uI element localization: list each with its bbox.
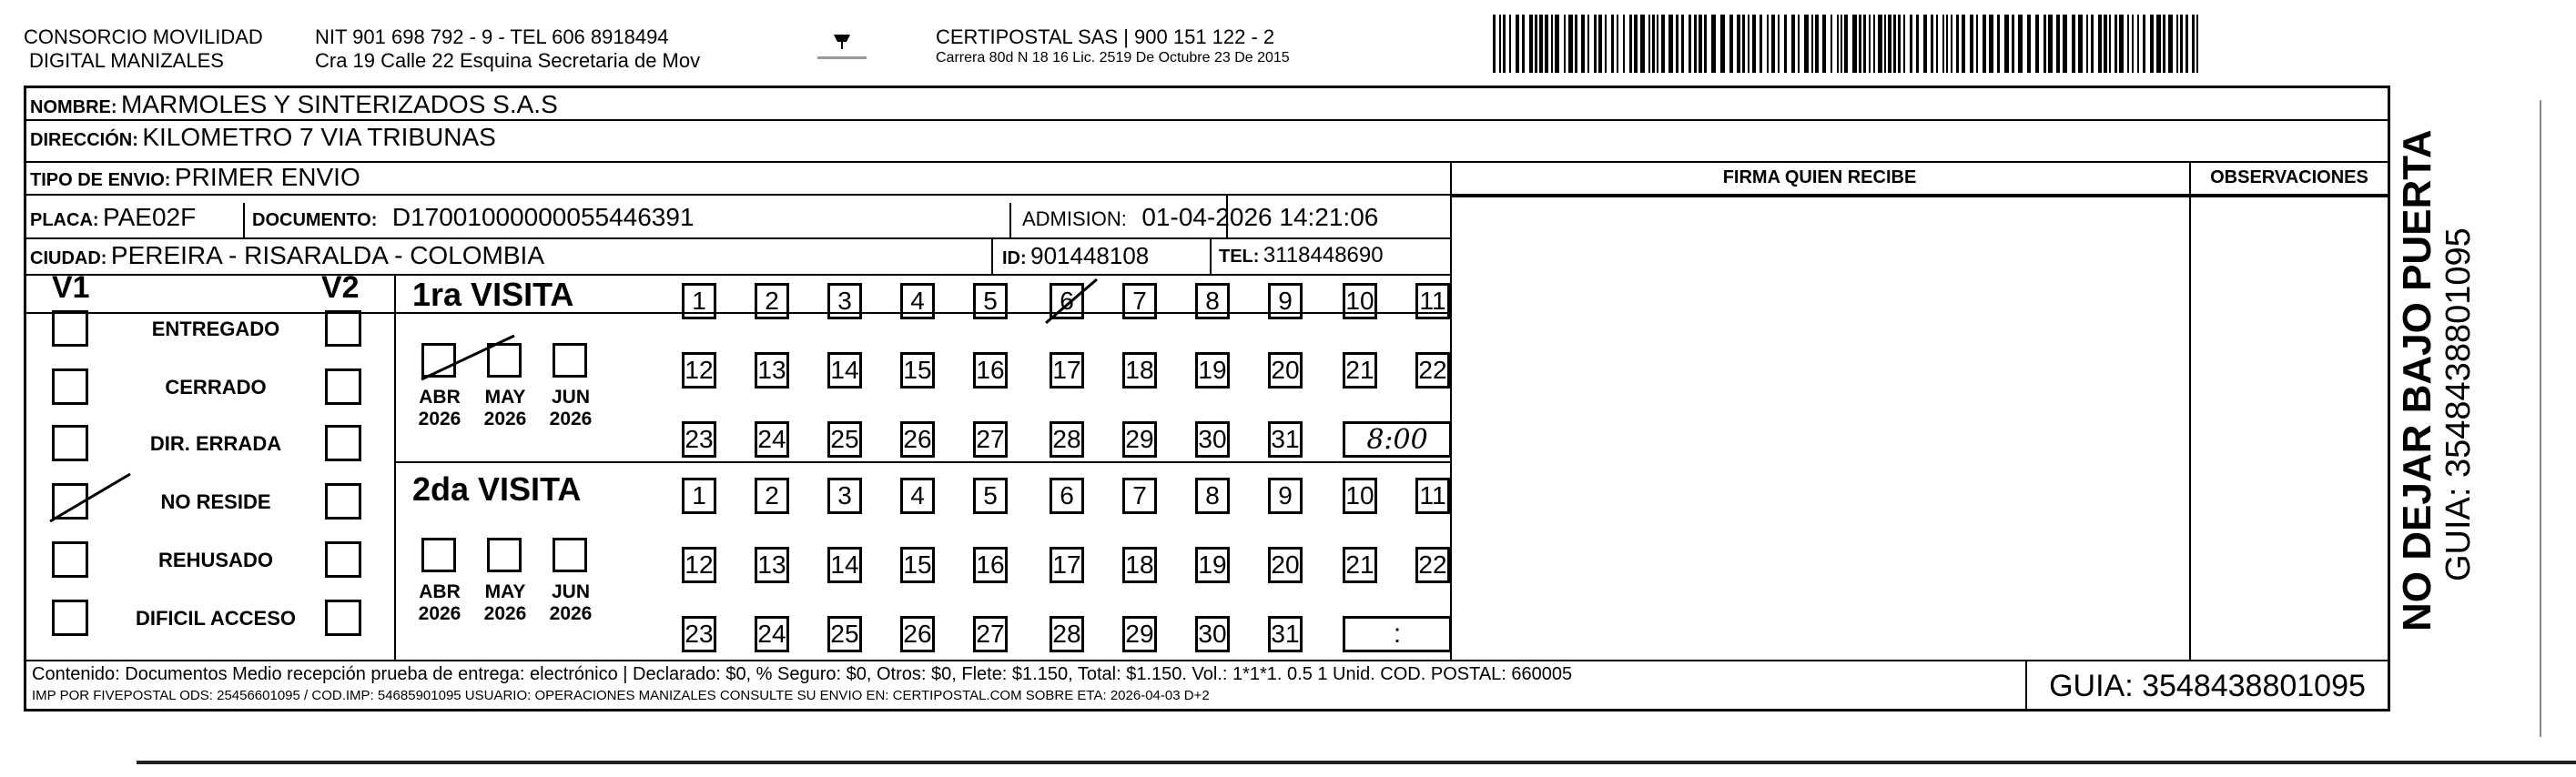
barcode-bar: [1936, 15, 1938, 73]
day-box: 11: [1415, 283, 1450, 319]
status-label-no-reside: NO RESIDE: [160, 490, 271, 513]
direccion-row: [30, 121, 496, 158]
barcode-bar: [1923, 15, 1927, 73]
barcode-bar: [2109, 15, 2111, 73]
v1-header: V1: [52, 270, 90, 305]
day-box: 15: [900, 352, 935, 388]
barcode-bar: [1989, 15, 1993, 73]
day-box: 11: [1415, 478, 1450, 514]
month-name: JUN: [551, 387, 590, 408]
barcode-bar: [1742, 15, 1745, 73]
day-box: 30: [1195, 421, 1230, 458]
nombre-label: NOMBRE:: [30, 97, 117, 117]
day-box: 26: [900, 421, 935, 458]
day-box: 30: [1195, 616, 1230, 652]
day-box: 28: [1050, 616, 1084, 652]
firma-header: FIRMA QUIEN RECIBE: [1722, 167, 1917, 187]
barcode-bar: [2035, 15, 2039, 73]
month-box-may: [487, 343, 522, 378]
day-box: 24: [755, 616, 789, 652]
day-box: 10: [1343, 478, 1377, 514]
day-box: 26: [900, 616, 935, 652]
barcode-bar: [1784, 15, 1787, 73]
barcode-bar: [1844, 15, 1848, 73]
day-box: 1: [682, 283, 716, 319]
barcode-bar: [1976, 15, 1978, 73]
postal-license: Carrera 80d N 18 16 Lic. 2519 De Octubre 23 De 2015: [936, 50, 1290, 66]
id-field: [1002, 239, 1149, 277]
barcode-bar: [2104, 15, 2107, 73]
barcode-bar: [1898, 15, 1901, 73]
barcode-bar: [1598, 15, 1602, 73]
barcode-bar: [2137, 15, 2139, 73]
barcode-bar: [1804, 15, 1809, 73]
day-box: 21: [1343, 352, 1377, 388]
placa-value: PAE02F: [103, 203, 197, 231]
barcode-bar: [1884, 15, 1886, 73]
address-line: Cra 19 Calle 22 Esquina Secretaria de Mov: [315, 49, 701, 72]
id-label: ID:: [1002, 248, 1027, 268]
status-v1-checkbox-no-reside: [52, 483, 88, 520]
day-box: 16: [973, 547, 1008, 583]
barcode-bar: [2163, 15, 2165, 73]
postal-name: CERTIPOSTAL SAS | 900 151 122 - 2: [936, 25, 1275, 48]
barcode-bar: [1661, 15, 1665, 73]
barcode-bar: [1798, 15, 1800, 73]
barcode-bar: [1594, 15, 1597, 73]
day-box: 14: [827, 352, 862, 388]
barcode-bar: [1676, 15, 1678, 73]
barcode-bar: [1815, 15, 1819, 73]
barcode-bar: [1878, 15, 1882, 73]
barcode-bar: [1611, 15, 1614, 73]
day-box: 3: [827, 283, 862, 319]
day-box: 3: [827, 478, 862, 514]
guia-footer: GUIA: 3548438801095: [2049, 668, 2366, 703]
day-box: 9: [1268, 283, 1303, 319]
barcode-bar: [1737, 15, 1740, 73]
day-box: 20: [1268, 352, 1303, 388]
barcode-bar: [2143, 15, 2145, 73]
barcode-bar: [2063, 15, 2067, 73]
edge-line: [2540, 100, 2549, 737]
day-box: 2: [755, 283, 789, 319]
barcode-bar: [1581, 15, 1585, 73]
day-box: 23: [682, 616, 716, 652]
barcode-bar: [2156, 15, 2161, 73]
status-v1-checkbox-rehusado: [52, 541, 88, 578]
barcode-bar: [2127, 15, 2129, 73]
company-line-1: CONSORCIO MOVILIDAD: [24, 25, 263, 48]
certipostal-logo: [812, 27, 872, 67]
barcode-bar: [2078, 15, 2083, 73]
day-box: 24: [755, 421, 789, 458]
barcode-bar: [2180, 15, 2183, 73]
tel-value: 3118448690: [1263, 243, 1384, 267]
month-name: ABR: [419, 387, 461, 408]
month-box-abr: [421, 343, 456, 378]
barcode-bar: [2018, 15, 2023, 73]
day-box: 15: [900, 547, 935, 583]
barcode: [1489, 11, 2208, 73]
day-box: 5: [973, 478, 1008, 514]
month-label-abr: [412, 387, 467, 430]
day-box: 29: [1122, 421, 1157, 458]
documento-value: D17001000000055446391: [391, 203, 695, 231]
nit-line: NIT 901 698 792 - 9 - TEL 606 8918494: [315, 25, 669, 48]
visit-2-title: 2da VISITA: [412, 470, 582, 508]
day-box: 8: [1195, 478, 1230, 514]
barcode-bar: [1699, 15, 1702, 73]
barcode-bar: [1634, 15, 1638, 73]
day-box: 4: [900, 283, 935, 319]
ciudad-field: [30, 239, 544, 277]
barcode-bar: [1983, 15, 1986, 73]
barcode-bar: [1648, 15, 1650, 73]
placa-label: PLACA:: [30, 210, 99, 230]
barcode-bar: [1791, 15, 1795, 73]
barcode-bar: [1729, 15, 1733, 73]
day-box: 22: [1415, 547, 1450, 583]
day-box: 13: [755, 352, 789, 388]
day-box: 2: [755, 478, 789, 514]
month-box-may: [487, 538, 522, 572]
tipo-label: TIPO DE ENVIO:: [30, 170, 171, 190]
barcode-bar: [1852, 15, 1857, 73]
status-label-rehusado: REHUSADO: [158, 549, 273, 571]
barcode-bar: [2115, 15, 2117, 73]
month-label-jun: [543, 581, 598, 625]
day-box: 7: [1122, 283, 1157, 319]
barcode-bar: [1822, 15, 1826, 73]
day-box: 18: [1122, 352, 1157, 388]
barcode-bar: [1587, 15, 1589, 73]
barcode-bar: [1668, 15, 1673, 73]
day-box: 7: [1122, 478, 1157, 514]
day-box: 29: [1122, 616, 1157, 652]
barcode-bar: [2098, 15, 2102, 73]
barcode-bar: [1931, 15, 1933, 73]
status-v1-checkbox-cerrado: [52, 368, 88, 405]
barcode-bar: [1640, 15, 1645, 73]
barcode-bar: [1951, 15, 1952, 73]
nombre-value: MARMOLES Y SINTERIZADOS S.A.S: [121, 90, 558, 118]
imp-text: IMP POR FIVEPOSTAL ODS: 25456601095 / COD.IMP: 54685901095 USUARIO: OPERACIONES MANIZALES CONSULTE SU ENVIO EN: CERTIPOSTAL.COM SOBRE ETA: 2026-04-03 D+2: [32, 688, 1210, 703]
day-box: 4: [900, 478, 935, 514]
status-label-entregado: ENTREGADO: [151, 318, 280, 340]
barcode-bar: [1946, 15, 1948, 73]
barcode-bar: [2044, 15, 2046, 73]
month-label-abr: [412, 581, 467, 625]
day-box: 14: [827, 547, 862, 583]
barcode-bar: [2072, 15, 2075, 73]
barcode-bar: [1503, 15, 1506, 73]
day-box: 13: [755, 547, 789, 583]
barcode-bar: [1760, 15, 1762, 73]
month-name: MAY: [484, 581, 526, 602]
barcode-bar: [1499, 15, 1501, 73]
barcode-bar: [1657, 15, 1658, 73]
month-year: 2026: [483, 409, 527, 429]
day-box: 19: [1195, 352, 1230, 388]
day-box: 18: [1122, 547, 1157, 583]
barcode-bar: [1916, 15, 1919, 73]
barcode-bar: [1551, 15, 1553, 73]
day-box: 17: [1050, 352, 1084, 388]
day-box: 8: [1195, 283, 1230, 319]
barcode-bar: [2027, 15, 2031, 73]
side-notice: [2396, 86, 2483, 631]
barcode-bar: [1522, 15, 1525, 73]
barcode-bar: [1704, 15, 1707, 73]
barcode-bar: [2186, 15, 2188, 73]
month-name: JUN: [551, 581, 590, 602]
barcode-bar: [2004, 15, 2009, 73]
admision-label: ADMISION:: [1022, 207, 1127, 230]
barcode-bar: [2196, 15, 2198, 73]
month-box-jun: [553, 343, 587, 378]
documento-field: [252, 201, 695, 238]
month-name: ABR: [419, 581, 461, 602]
day-box: 12: [682, 352, 716, 388]
direccion-value: KILOMETRO 7 VIA TRIBUNAS: [142, 123, 496, 151]
tipo-value: PRIMER ENVIO: [174, 163, 360, 191]
v2-header: V2: [321, 270, 360, 305]
status-label-dir-errada: DIR. ERRADA: [149, 432, 282, 455]
barcode-bar: [2132, 15, 2134, 73]
month-name: MAY: [484, 387, 526, 408]
barcode-bar: [1529, 15, 1533, 73]
barcode-bar: [1493, 15, 1496, 73]
no-dejar-bajo-puerta: NO DEJAR BAJO PUERTA: [2395, 129, 2439, 631]
barcode-bar: [1545, 15, 1548, 73]
tipo-row: [30, 161, 360, 198]
barcode-bar: [1568, 15, 1573, 73]
barcode-bar: [1694, 15, 1697, 73]
barcode-bar: [2048, 15, 2053, 73]
tel-label: TEL:: [1219, 247, 1260, 267]
barcode-bar: [1831, 15, 1832, 73]
barcode-bar: [1942, 15, 1944, 73]
month-year: 2026: [418, 409, 461, 429]
barcode-bar: [1873, 15, 1875, 73]
admision-field: [1022, 201, 1378, 238]
barcode-bar: [1778, 15, 1780, 73]
barcode-bar: [1752, 15, 1756, 73]
guia-side: GUIA: 3548438801095: [2439, 227, 2478, 581]
barcode-bar: [1617, 15, 1618, 73]
day-box: 31: [1268, 616, 1303, 652]
company-line-2: DIGITAL MANIZALES: [29, 49, 224, 72]
barcode-bar: [1869, 15, 1871, 73]
status-v1-checkbox-dir-errada: [52, 425, 88, 461]
barcode-bar: [1767, 15, 1769, 73]
barcode-bar: [1863, 15, 1866, 73]
direccion-label: DIRECCIÓN:: [30, 130, 138, 150]
nombre-row: [30, 88, 558, 126]
barcode-bar: [2086, 15, 2088, 73]
tel-field: [1219, 239, 1384, 275]
day-box: 21: [1343, 547, 1377, 583]
tear-line: [137, 761, 2576, 764]
time-box: 8:00: [1343, 421, 1452, 458]
barcode-bar: [1893, 15, 1896, 73]
barcode-bar: [1539, 15, 1543, 73]
day-box: 25: [827, 616, 862, 652]
status-v1-checkbox-dificil-acceso: [52, 600, 88, 636]
barcode-bar: [1720, 15, 1725, 73]
barcode-bar: [1910, 15, 1912, 73]
company-name: [24, 25, 263, 73]
day-box: 27: [973, 616, 1008, 652]
ciudad-label: CIUDAD:: [30, 248, 107, 268]
barcode-bar: [1859, 15, 1861, 73]
month-year: 2026: [549, 603, 593, 624]
day-box: 9: [1268, 478, 1303, 514]
day-box: 22: [1415, 352, 1450, 388]
barcode-bar: [1837, 15, 1839, 73]
day-box: 27: [973, 421, 1008, 458]
barcode-bar: [1516, 15, 1519, 73]
status-label-cerrado: CERRADO: [165, 376, 267, 399]
month-box-jun: [553, 538, 587, 572]
id-value: 901448108: [1030, 242, 1150, 269]
visit-1-title: 1ra VISITA: [412, 276, 574, 313]
month-label-may: [478, 581, 532, 625]
barcode-bar: [1555, 15, 1559, 73]
barcode-bar: [1564, 15, 1566, 73]
barcode-bar: [2056, 15, 2060, 73]
day-box: 6: [1050, 283, 1084, 319]
barcode-bar: [1997, 15, 2000, 73]
barcode-bar: [1956, 15, 1959, 73]
day-box: 25: [827, 421, 862, 458]
company-contact: [315, 25, 700, 73]
barcode-bar: [1605, 15, 1607, 73]
barcode-bar: [1888, 15, 1891, 73]
barcode-bar: [2176, 15, 2178, 73]
status-label-dificil-acceso: DIFICIL ACCESO: [135, 607, 296, 630]
barcode-bar: [1970, 15, 1973, 73]
barcode-bar: [1771, 15, 1775, 73]
barcode-bar: [2012, 15, 2014, 73]
month-box-abr: [421, 538, 456, 572]
day-box: 6: [1050, 478, 1084, 514]
barcode-bar: [1629, 15, 1632, 73]
day-box: 20: [1268, 547, 1303, 583]
barcode-bar: [1711, 15, 1716, 73]
day-box: 12: [682, 547, 716, 583]
barcode-bar: [2150, 15, 2154, 73]
barcode-bar: [1811, 15, 1813, 73]
barcode-bar: [1681, 15, 1684, 73]
documento-label: DOCUMENTO:: [252, 210, 378, 230]
status-v1-checkbox-entregado: [52, 310, 88, 347]
barcode-bar: [1535, 15, 1537, 73]
barcode-bar: [1748, 15, 1749, 73]
admision-value: 01-04-2026 14:21:06: [1141, 203, 1379, 231]
day-box: 31: [1268, 421, 1303, 458]
month-label-may: [478, 387, 532, 430]
observaciones-header: OBSERVACIONES: [2210, 167, 2368, 187]
day-box: 5: [973, 283, 1008, 319]
barcode-bar: [1689, 15, 1691, 73]
day-box: 19: [1195, 547, 1230, 583]
contenido-text: Contenido: Documentos Medio recepción prueba de entrega: electrónico | Declarado: $0, % Seguro: $0, Otros: $0, Flete: $1.150, Total: $1.150. Vol.: 1*1*1. 0.5 1 Unid. COD. POSTAL: 660005: [32, 664, 1573, 684]
barcode-bar: [1575, 15, 1577, 73]
time-box: :: [1343, 616, 1452, 652]
barcode-bar: [1509, 15, 1511, 73]
barcode-bar: [2091, 15, 2094, 73]
day-box: 16: [973, 352, 1008, 388]
barcode-bar: [2192, 15, 2195, 73]
day-box: 1: [682, 478, 716, 514]
month-label-jun: [543, 387, 598, 430]
barcode-bar: [1962, 15, 1965, 73]
month-year: 2026: [549, 409, 593, 429]
day-box: 17: [1050, 547, 1084, 583]
barcode-bar: [1623, 15, 1625, 73]
month-year: 2026: [418, 603, 461, 624]
barcode-bar: [1841, 15, 1842, 73]
day-box: 10: [1343, 283, 1377, 319]
barcode-bar: [2168, 15, 2173, 73]
barcode-bar: [1652, 15, 1655, 73]
month-year: 2026: [483, 603, 527, 624]
postal-operator: [936, 25, 1290, 67]
placa-field: [30, 201, 196, 238]
day-box: 23: [682, 421, 716, 458]
ciudad-value: PEREIRA - RISARALDA - COLOMBIA: [110, 241, 545, 269]
day-box: 28: [1050, 421, 1084, 458]
barcode-bar: [2119, 15, 2124, 73]
delivery-form: [24, 86, 2390, 711]
barcode-bar: [1903, 15, 1905, 73]
